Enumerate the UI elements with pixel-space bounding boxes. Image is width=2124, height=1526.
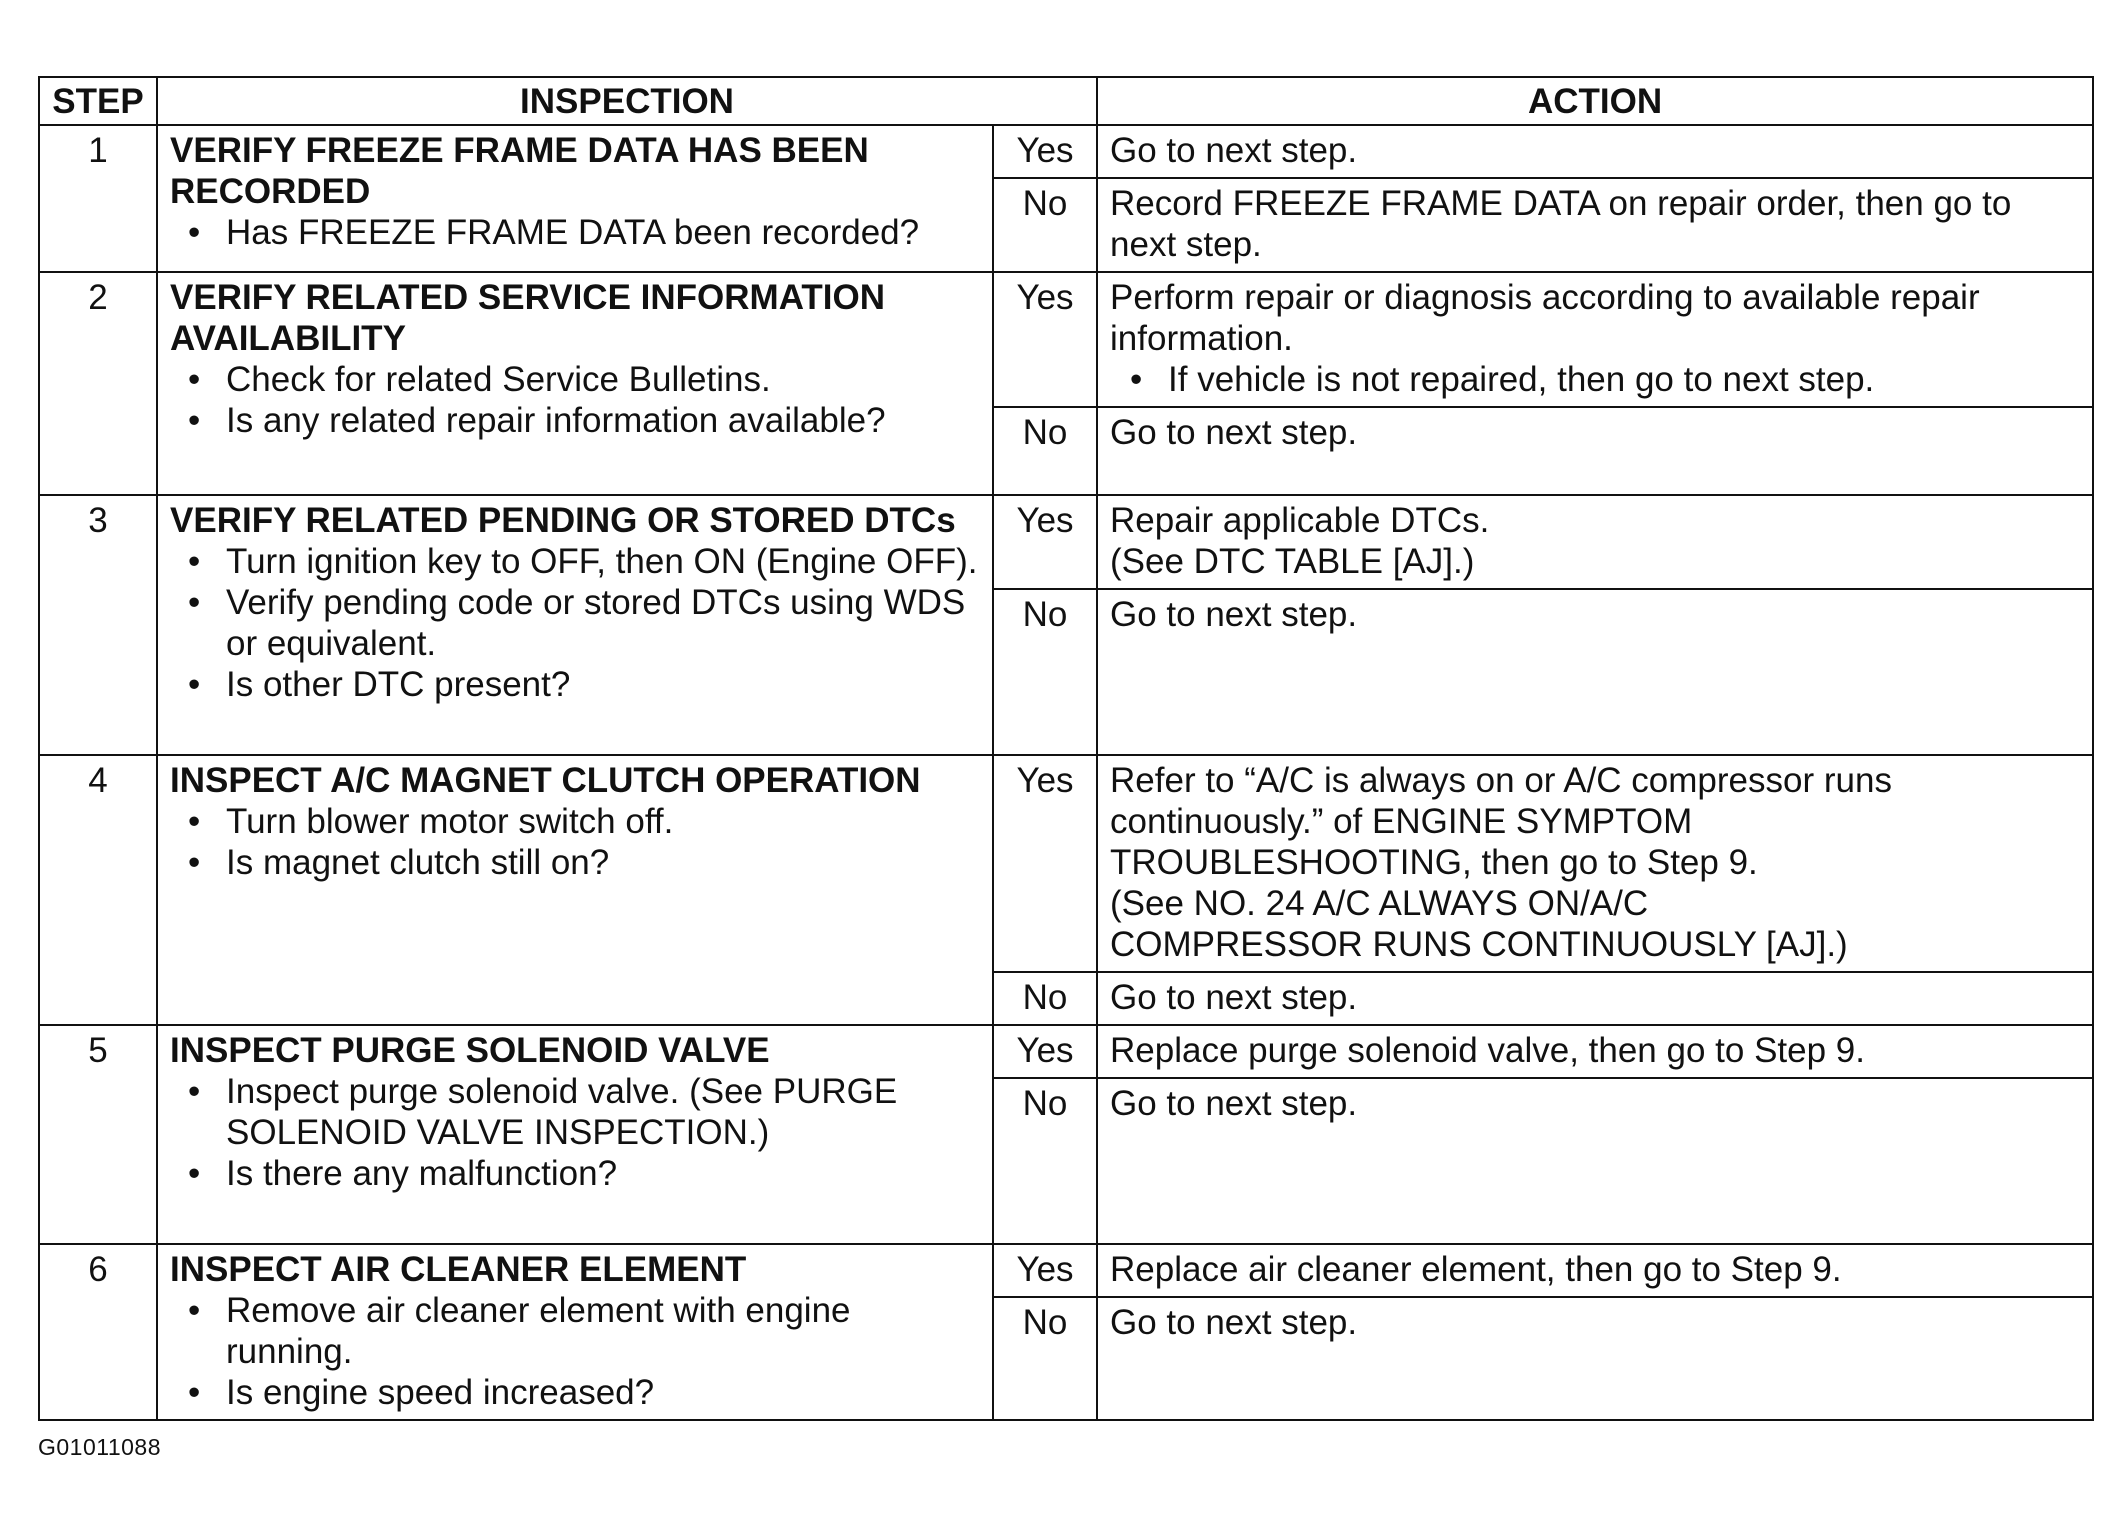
inspection-bullet: • Is there any malfunction? bbox=[170, 1153, 982, 1194]
no-action bbox=[1097, 407, 2093, 495]
diagnostic-table bbox=[38, 76, 2094, 1421]
inspection-cell bbox=[157, 1244, 993, 1420]
yes-action-line: Refer to “A/C is always on or A/C compressor runs bbox=[1110, 761, 1892, 800]
table-row bbox=[39, 755, 2093, 972]
yes-action-line: Repair applicable DTCs. bbox=[1110, 501, 1490, 540]
inspection-title-line: INSPECT PURGE SOLENOID VALVE bbox=[170, 1031, 770, 1070]
no-action-line: Go to next step. bbox=[1110, 595, 1358, 634]
inspection-bullets bbox=[170, 1290, 982, 1413]
inspection-bullets bbox=[170, 359, 982, 441]
no-action-line: next step. bbox=[1110, 225, 1262, 264]
yes-action bbox=[1097, 495, 2093, 589]
header-inspection: INSPECTION bbox=[157, 77, 1097, 125]
inspection-title-line: VERIFY RELATED SERVICE INFORMATION bbox=[170, 278, 885, 317]
yes-action-line: continuously.” of ENGINE SYMPTOM bbox=[1110, 802, 1693, 841]
inspection-bullet: • Is engine speed increased? bbox=[170, 1372, 982, 1413]
yes-action-line: TROUBLESHOOTING, then go to Step 9. bbox=[1110, 843, 1758, 882]
inspection-bullet: • Verify pending code or stored DTCs using WDS or equivalent. bbox=[170, 582, 982, 664]
yes-action-bullet: • If vehicle is not repaired, then go to next step. bbox=[1110, 359, 2080, 400]
yes-action-line: Perform repair or diagnosis according to available repair bbox=[1110, 278, 1980, 317]
table-row bbox=[39, 272, 2093, 407]
yes-action-line: Go to next step. bbox=[1110, 131, 1358, 170]
no-label: No bbox=[993, 972, 1097, 1025]
yes-action-line: (See DTC TABLE [AJ].) bbox=[1110, 542, 1475, 581]
inspection-title-line: INSPECT A/C MAGNET CLUTCH OPERATION bbox=[170, 761, 921, 800]
inspection-cell bbox=[157, 125, 993, 272]
no-action bbox=[1097, 1078, 2093, 1244]
inspection-bullet: • Turn ignition key to OFF, then ON (Engine OFF). bbox=[170, 541, 982, 582]
yes-label: Yes bbox=[993, 125, 1097, 178]
inspection-title-line: INSPECT AIR CLEANER ELEMENT bbox=[170, 1250, 747, 1289]
yes-action bbox=[1097, 755, 2093, 972]
inspection-bullet: • Turn blower motor switch off. bbox=[170, 801, 982, 842]
yes-action-line: (See NO. 24 A/C ALWAYS ON/A/C bbox=[1110, 884, 1649, 923]
yes-action-line: Replace purge solenoid valve, then go to Step 9. bbox=[1110, 1031, 1865, 1070]
inspection-bullets bbox=[170, 541, 982, 705]
inspection-title-line: RECORDED bbox=[170, 172, 371, 211]
yes-label: Yes bbox=[993, 1025, 1097, 1078]
header-step: STEP bbox=[39, 77, 157, 125]
inspection-bullet: • Is other DTC present? bbox=[170, 664, 982, 705]
no-label: No bbox=[993, 178, 1097, 272]
inspection-bullets bbox=[170, 801, 982, 883]
yes-label: Yes bbox=[993, 495, 1097, 589]
inspection-bullet: • Remove air cleaner element with engine running. bbox=[170, 1290, 982, 1372]
no-label: No bbox=[993, 1297, 1097, 1420]
yes-action bbox=[1097, 1244, 2093, 1297]
no-label: No bbox=[993, 1078, 1097, 1244]
table-header-row bbox=[39, 77, 2093, 125]
inspection-bullet: • Has FREEZE FRAME DATA been recorded? bbox=[170, 212, 982, 253]
yes-label: Yes bbox=[993, 272, 1097, 407]
inspection-title-line: AVAILABILITY bbox=[170, 319, 406, 358]
no-action-line: Record FREEZE FRAME DATA on repair order, then go to bbox=[1110, 184, 2012, 223]
table-row bbox=[39, 1025, 2093, 1078]
no-action-line: Go to next step. bbox=[1110, 978, 1358, 1017]
table-row bbox=[39, 125, 2093, 178]
yes-label: Yes bbox=[993, 755, 1097, 972]
step-number: 2 bbox=[39, 272, 157, 495]
inspection-bullets bbox=[170, 212, 982, 253]
inspection-cell bbox=[157, 755, 993, 1025]
inspection-cell bbox=[157, 495, 993, 755]
inspection-title-line: VERIFY RELATED PENDING OR STORED DTCs bbox=[170, 501, 956, 540]
yes-action-line: information. bbox=[1110, 319, 1293, 358]
step-number: 1 bbox=[39, 125, 157, 272]
no-action bbox=[1097, 1297, 2093, 1420]
no-action-line: Go to next step. bbox=[1110, 413, 1358, 452]
no-action-line: Go to next step. bbox=[1110, 1084, 1358, 1123]
yes-action-line: Replace air cleaner element, then go to Step 9. bbox=[1110, 1250, 1842, 1289]
inspection-bullet: • Is magnet clutch still on? bbox=[170, 842, 982, 883]
no-label: No bbox=[993, 589, 1097, 755]
yes-action-bullets bbox=[1110, 359, 2080, 400]
step-number: 6 bbox=[39, 1244, 157, 1420]
figure-code: G01011088 bbox=[38, 1434, 162, 1460]
step-number: 3 bbox=[39, 495, 157, 755]
no-action bbox=[1097, 178, 2093, 272]
no-label: No bbox=[993, 407, 1097, 495]
yes-label: Yes bbox=[993, 1244, 1097, 1297]
yes-action bbox=[1097, 272, 2093, 407]
inspection-bullet: • Inspect purge solenoid valve. (See PURGE SOLENOID VALVE INSPECTION.) bbox=[170, 1071, 982, 1153]
step-number: 4 bbox=[39, 755, 157, 1025]
no-action bbox=[1097, 972, 2093, 1025]
inspection-cell bbox=[157, 272, 993, 495]
inspection-bullets bbox=[170, 1071, 982, 1194]
no-action bbox=[1097, 589, 2093, 755]
header-action: ACTION bbox=[1097, 77, 2093, 125]
table-row bbox=[39, 495, 2093, 589]
yes-action bbox=[1097, 125, 2093, 178]
table-row bbox=[39, 1244, 2093, 1297]
inspection-bullet: • Is any related repair information available? bbox=[170, 400, 982, 441]
no-action-line: Go to next step. bbox=[1110, 1303, 1358, 1343]
table-body bbox=[39, 125, 2093, 1420]
yes-action-line: COMPRESSOR RUNS CONTINUOUSLY [AJ].) bbox=[1110, 925, 1848, 964]
step-number: 5 bbox=[39, 1025, 157, 1244]
inspection-cell bbox=[157, 1025, 993, 1244]
inspection-bullet: • Check for related Service Bulletins. bbox=[170, 359, 982, 400]
yes-action bbox=[1097, 1025, 2093, 1078]
inspection-title-line: VERIFY FREEZE FRAME DATA HAS BEEN bbox=[170, 131, 869, 170]
